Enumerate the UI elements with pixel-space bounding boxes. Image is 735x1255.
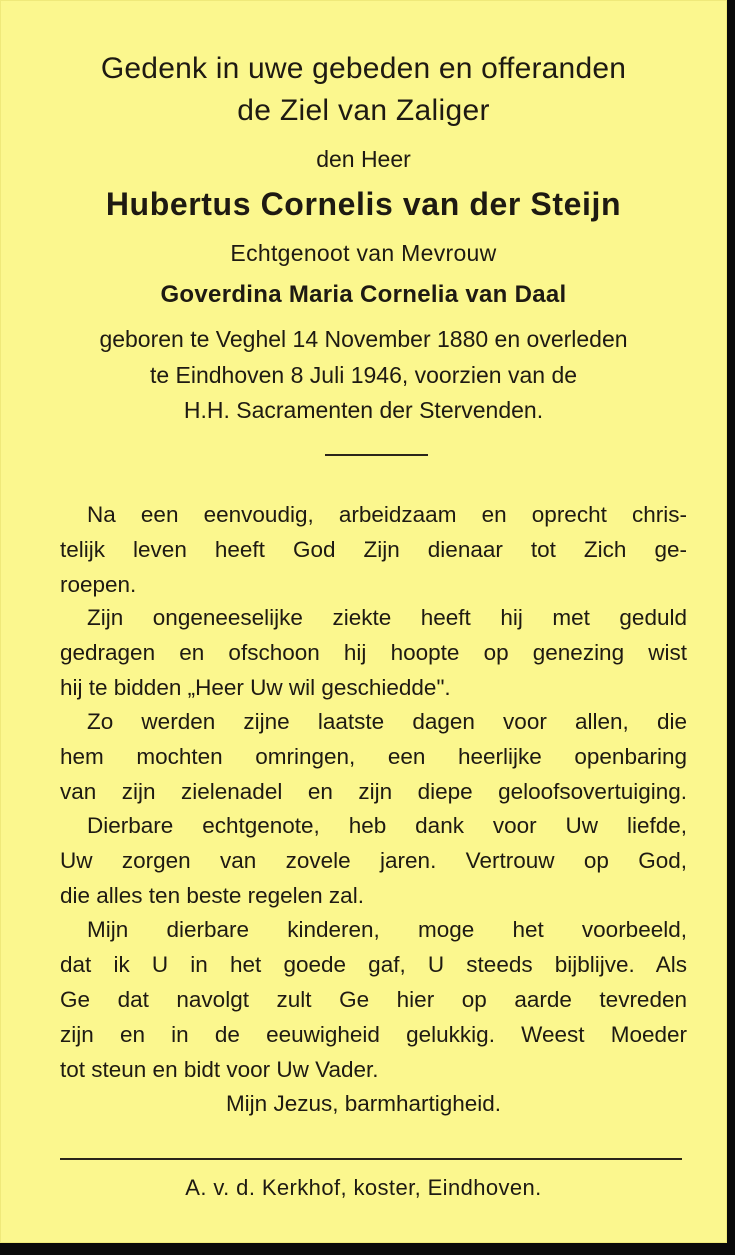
paragraph-line: tot steun en bidt voor Uw Vader.: [60, 1057, 379, 1082]
paragraph-line: hij te bidden „Heer Uw wil geschiedde".: [60, 675, 451, 700]
paragraph-2: [60, 600, 687, 705]
honorific: den Heer: [316, 146, 411, 172]
paragraph-line: dat ik U in het goede gaf, U steeds bijblijve. Als: [60, 952, 687, 977]
paragraph-line: Na een eenvoudig, arbeidzaam en oprecht chris-: [87, 502, 687, 527]
paragraph-line: hem mochten omringen, een heerlijke openbaring: [60, 744, 687, 769]
paragraph-line: Zijn ongeneeselijke ziekte heeft hij met geduld: [87, 605, 687, 630]
paragraph-line: gedragen en ofschoon hij hoopte op genezing wist: [60, 640, 687, 665]
paragraph-line: roepen.: [60, 572, 137, 597]
closing-prayer: Mijn Jezus, barmhartigheid.: [225, 1091, 502, 1116]
scan-edge-bottom: [0, 1243, 735, 1255]
paragraph-4: [60, 808, 687, 913]
paragraph-line: die alles ten beste regelen zal.: [60, 883, 364, 908]
paragraph-1: [60, 497, 687, 602]
spouse-intro: Echtgenoot van Mevrouw: [230, 240, 497, 266]
deceased-name: Hubertus Cornelis van der Steijn: [105, 186, 622, 222]
invocation-line-2: de Ziel van Zaliger: [237, 94, 490, 127]
paragraph-line: Mijn dierbare kinderen, moge het voorbeeld,: [87, 917, 687, 942]
spouse-name: Goverdina Maria Cornelia van Daal: [160, 281, 567, 308]
printer-credit: A. v. d. Kerkhof, koster, Eindhoven.: [185, 1175, 542, 1200]
scan-edge-right: [727, 0, 735, 1255]
paragraph-line: zijn en in de eeuwigheid gelukkig. Weest Moeder: [60, 1022, 687, 1047]
paragraph-line: van zijn zielenadel en zijn diepe geloofsovertuiging.: [60, 779, 687, 804]
birth-death-line-2: te Eindhoven 8 Juli 1946, voorzien van de: [149, 362, 578, 388]
paragraph-line: Dierbare echtgenote, heb dank voor Uw liefde,: [87, 813, 687, 838]
divider-long: [60, 1158, 682, 1160]
paragraph-3: [60, 704, 687, 809]
birth-death-line-1: geboren te Veghel 14 November 1880 en overleden: [99, 326, 628, 352]
invocation-line-1: Gedenk in uwe gebeden en offeranden: [100, 52, 627, 85]
paragraph-line: Zo werden zijne laatste dagen voor allen, die: [87, 709, 687, 734]
paragraph-5: [60, 912, 687, 1087]
divider-short: [325, 454, 428, 456]
paragraph-line: Ge dat navolgt zult Ge hier op aarde tevreden: [60, 987, 687, 1012]
paragraph-line: Uw zorgen van zovele jaren. Vertrouw op God,: [60, 848, 687, 873]
paragraph-line: telijk leven heeft God Zijn dienaar tot Zich ge-: [60, 537, 687, 562]
birth-death-line-3: H.H. Sacramenten der Stervenden.: [183, 397, 544, 423]
